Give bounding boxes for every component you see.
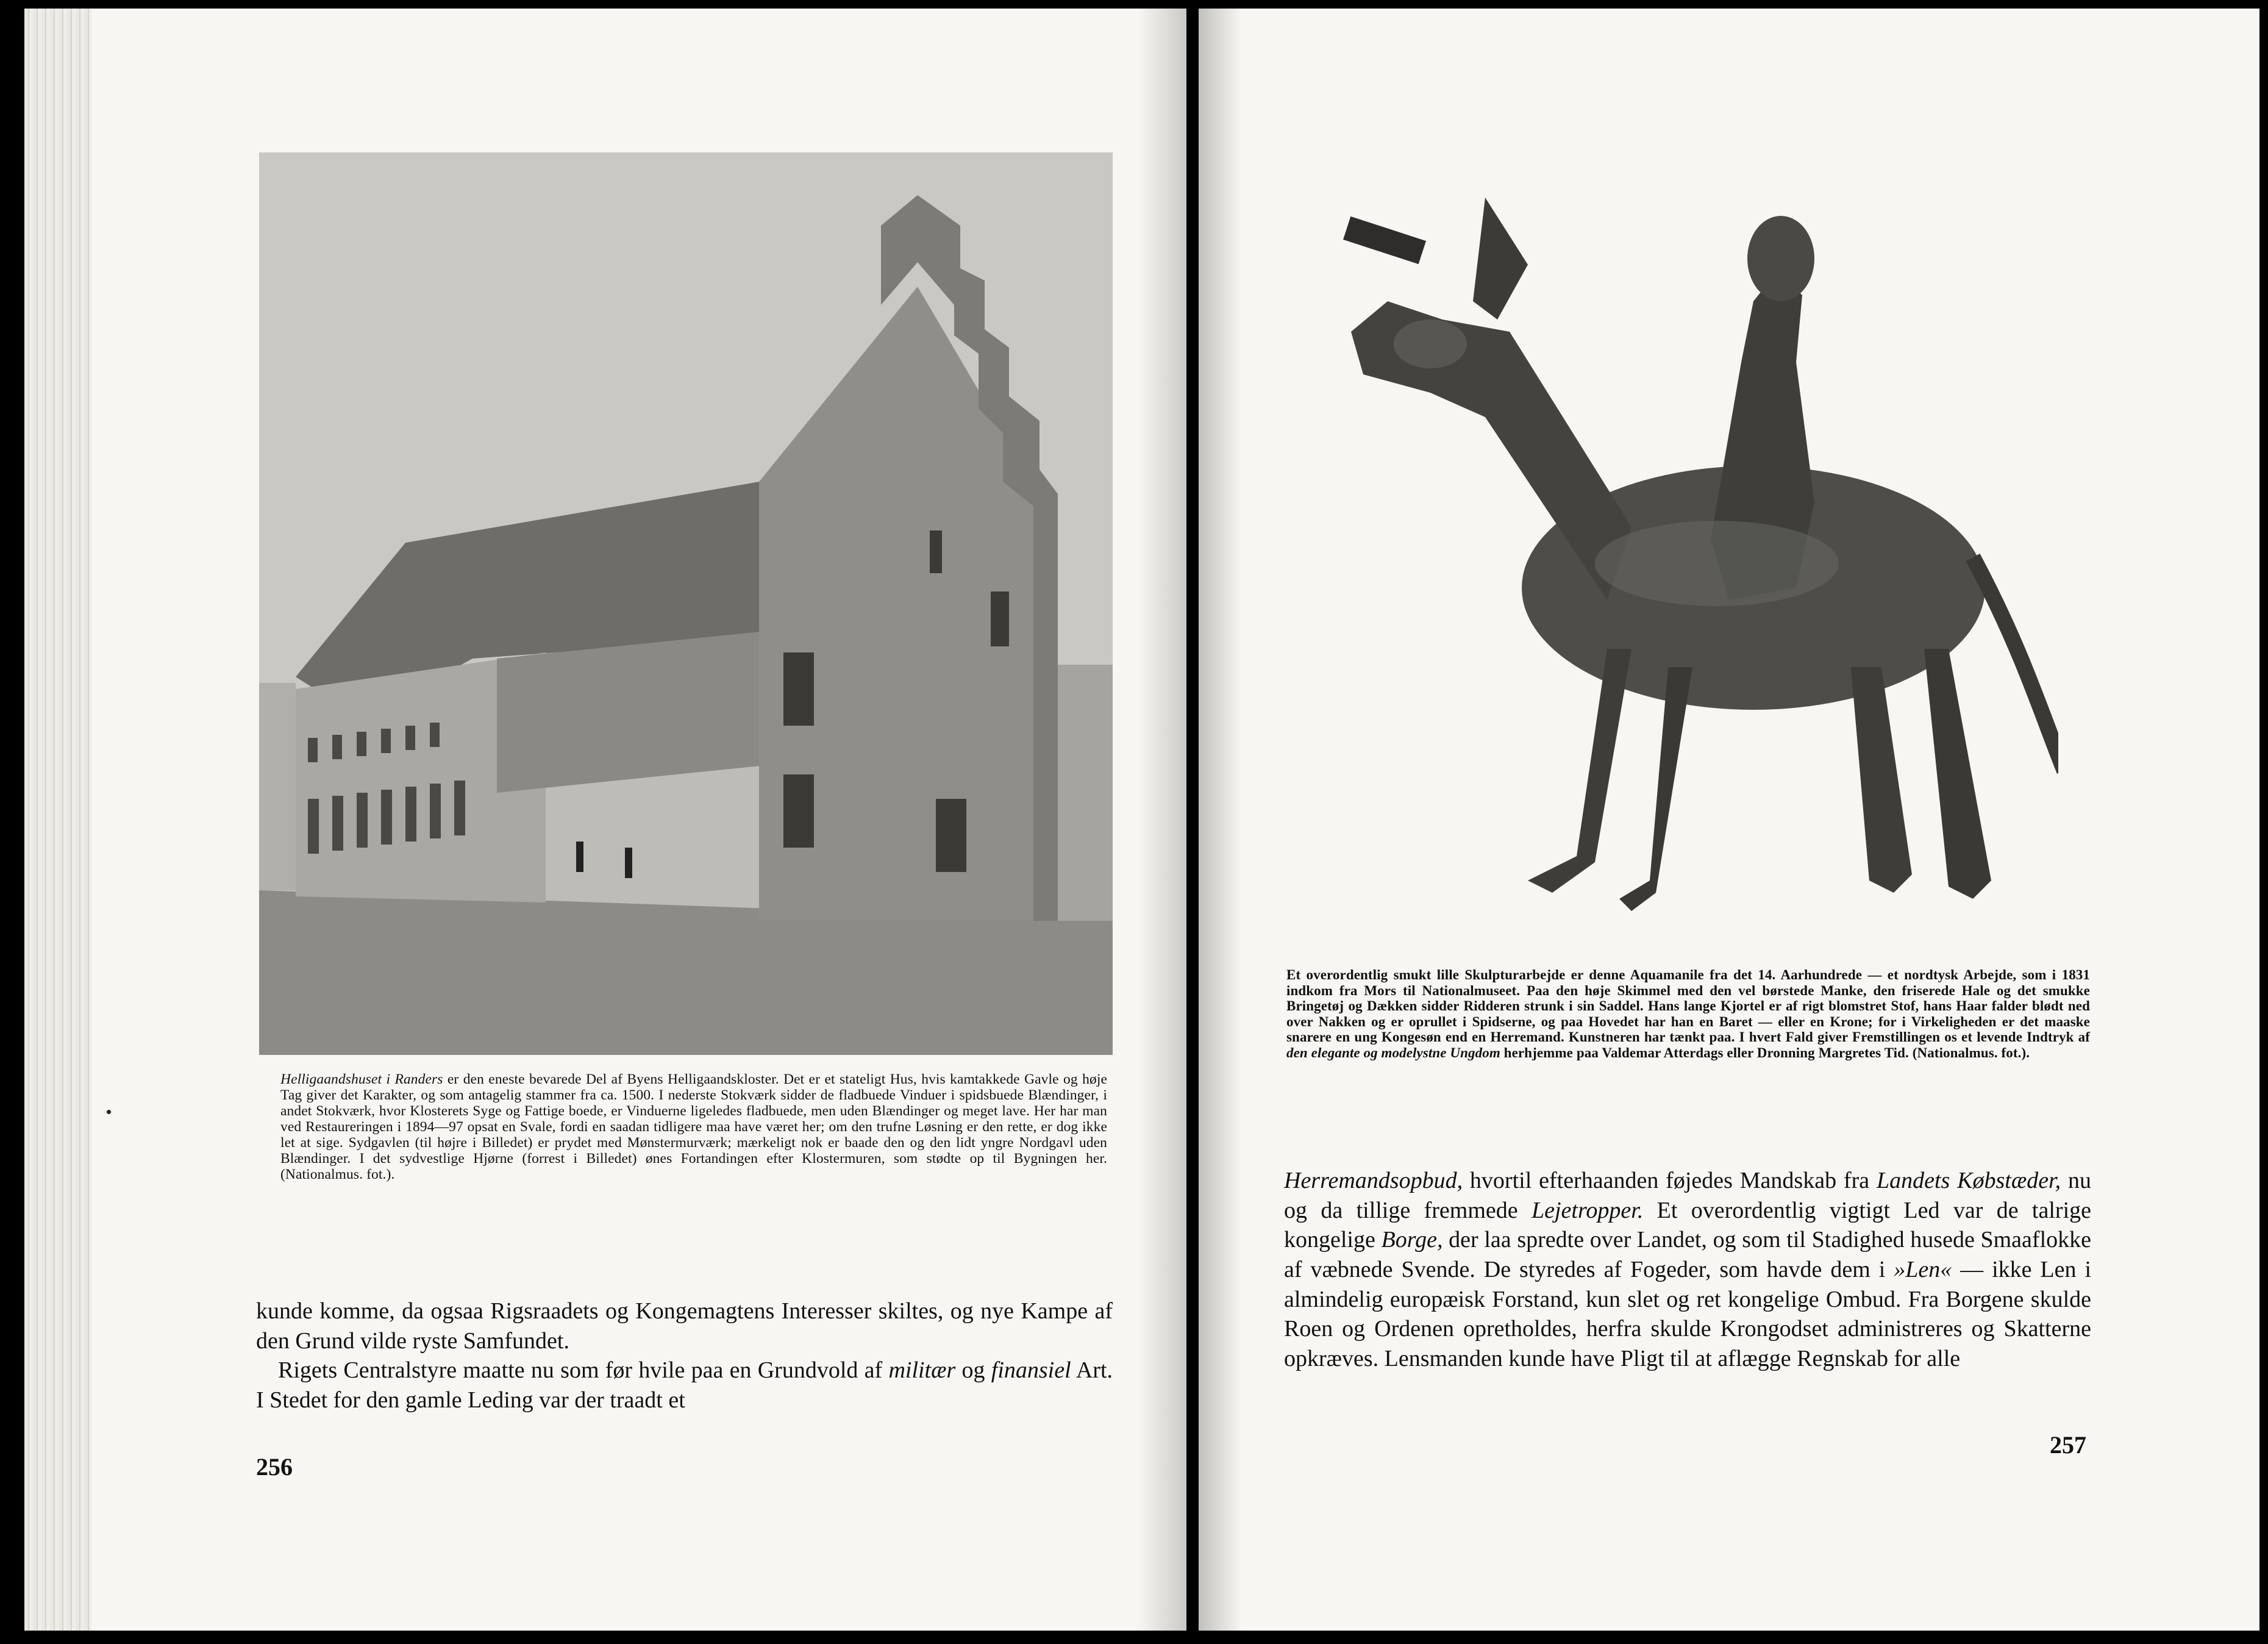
page-number-right: 257	[2050, 1431, 2086, 1459]
text-5: — ikke Len i almindelig europæisk Forstand, kun slet og ret kongelige Ombud. Fra Borgene skulde Roen og Ordenen opretholdes, herfra skulde Krongodset administreres og Skatterne opkræves. Lensmanden kunde have Pligt til at aflægge Regnskab for alle	[1284, 1256, 2091, 1371]
text-2: nu og da tillige fremmede	[1284, 1168, 2091, 1223]
right-page	[1199, 9, 2259, 1631]
p2-em-1: militær	[888, 1357, 956, 1384]
em-2: Landets Købstæder,	[1876, 1168, 2061, 1193]
text-1: hvortil efterhaanden føjedes Mandskab fra	[1463, 1168, 1877, 1193]
p2-em-2: finansiel	[991, 1357, 1071, 1384]
page-number-left: 256	[256, 1453, 293, 1481]
left-page	[24, 9, 1186, 1631]
caption-text-a: Et overordentlig smukt lille Skulpturarbejde er denne Aquamanile fra det 14. Aarhundrede — et nordtysk Arbejde, som i 1831 indkom fra Mors til Nationalmuseet. Paa den høje Skimmel med den vel børstede Manke, den friserede Hale og det smukke Bringetøj og Dækken sidder Ridderen strunk i sin Saddel. Hans lange Kjortel er af rigt blomstret Stof, hans Haar falder blødt ned over Nakken og er oprullet i Spidserne, og paa Hovedet har han en Baret — eller en Krone; for i Virkeligheden er det maaske snarere en ung Kongesøn end en Herremand. Kunstneren har tænkt paa. I hvert Fald giver Fremstillingen os et levende Indtryk af	[1286, 967, 2090, 1045]
photo-caption	[1286, 967, 2090, 1060]
gutter-shadow	[1138, 9, 1186, 1631]
paragraph-2	[256, 1356, 1113, 1415]
body-text	[1284, 1166, 2091, 1373]
ink-dot	[107, 1110, 111, 1114]
em-4: Borge,	[1381, 1227, 1443, 1253]
photo-caption	[280, 1071, 1107, 1183]
caption-title: Helligaandshuset i Randers	[280, 1071, 443, 1087]
page-edges	[24, 9, 91, 1631]
caption-text-b: herhjemme paa Valdemar Atterdags eller Dronning Margretes Tid. (Nationalmus. fot.).	[1500, 1045, 2030, 1060]
p2-text-a: Rigets Centralstyre maatte nu som før hvile paa en Grundvold af	[278, 1357, 889, 1384]
building-photo	[259, 152, 1113, 1055]
text-4: der laa spredte over Landet, og som til Stadighed husede Smaaflokke af væbnede Svende. De styredes af Fogeder, som havde dem i	[1284, 1227, 2091, 1282]
p2-text-b: og	[955, 1357, 991, 1384]
p2-text-c: Art. I Stedet for den gamle Leding var der traadt et	[256, 1357, 1113, 1413]
caption-text: er den eneste bevarede Del af Byens Helligaandskloster. Det er et stateligt Hus, hvis kamtakkede Gavle og høje Tag giver det Karakter, og som antagelig stammer fra ca. 1500. I nederste Stokværk sidder de fladbuede Vinduer i spidsbuede Blændinger, i andet Stokværk, hvor Klosterets Syge og Fattige boede, er Vinduerne ligeledes fladbuede, men uden Blændinger og meget lave. Her har man ved Restaureringen i 1894—97 opsat en Svale, fordi en saadan tidligere maa have været her; om den trufne Løsning er den rette, er dog ikke let at sige. Sydgavlen (til højre i Billedet) er prydet med Mønstermurværk; mærkeligt nok er baade den og den lidt yngre Nordgavl uden Blændinger. I det sydvestlige Hjørne (forrest i Billedet) ønes Fortandingen efter Klostermuren, som stødte op til Bygningen her. (Nationalmus. fot.).	[280, 1071, 1107, 1183]
aquamanile-photo	[1290, 161, 2058, 966]
gutter-shadow	[1199, 9, 1241, 1631]
em-3: Lejetropper.	[1531, 1197, 1644, 1223]
caption-em: den elegante og modelystne Ungdom	[1286, 1045, 1500, 1060]
paragraph-1: kunde komme, da ogsaa Rigsraadets og Kongemagtens Interesser skiltes, og nye Kampe af den Grund vilde ryste Samfundet.	[256, 1298, 1113, 1354]
text-3: Et overordentlig vigtigt Led var de talrige kongelige	[1284, 1197, 2091, 1253]
em-5: »Len«	[1894, 1256, 1952, 1282]
body-text	[256, 1296, 1113, 1415]
paragraph-1	[1284, 1166, 2091, 1373]
em-1: Herremandsopbud,	[1284, 1168, 1463, 1193]
